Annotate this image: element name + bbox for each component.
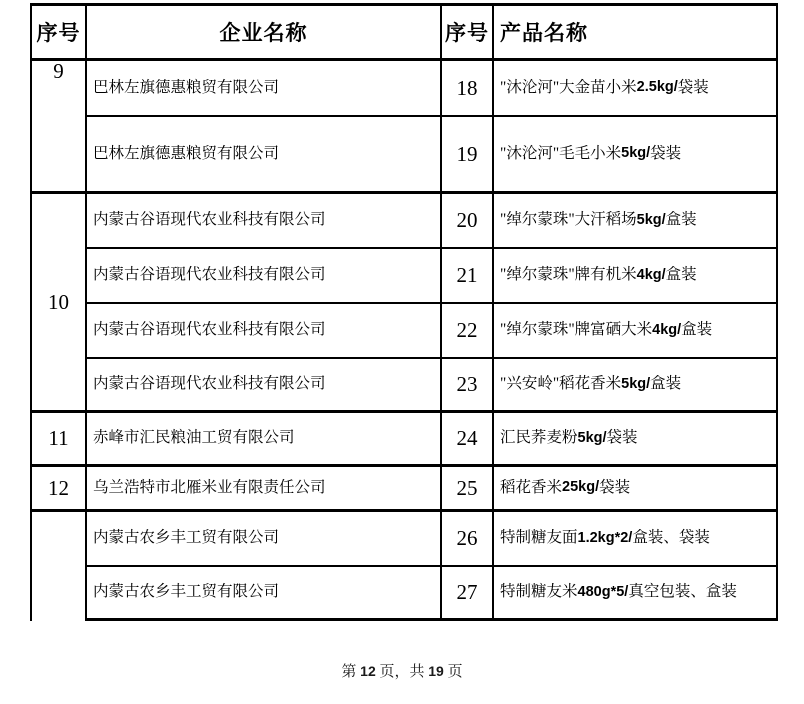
product-no-cell: 22 xyxy=(442,304,494,359)
group-number-cell: 9 xyxy=(32,61,87,194)
company-cell: 内蒙古谷语现代农业科技有限公司 xyxy=(87,359,442,413)
product-cell: 特制糖友米 480g*5/ 真空包装、盒装 xyxy=(494,567,778,621)
company-cell: 内蒙古农乡丰工贸有限公司 xyxy=(87,567,442,621)
product-cell: "绰尔蒙珠"牌富硒大米 4kg/ 盒装 xyxy=(494,304,778,359)
company-cell: 内蒙古谷语现代农业科技有限公司 xyxy=(87,304,442,359)
product-no-cell: 20 xyxy=(442,194,494,249)
product-spec-text: 2.5kg/ xyxy=(636,79,678,96)
header-cell-company: 企业名称 xyxy=(87,6,442,61)
group-number-cell: 10 xyxy=(32,194,87,413)
company-cell: 内蒙古农乡丰工贸有限公司 xyxy=(87,512,442,567)
product-no-cell: 21 xyxy=(442,249,494,304)
product-cell: "沐沦河"大金苗小米 2.5kg/ 袋装 xyxy=(494,61,778,117)
header-cell-group-no: 序号 xyxy=(32,6,87,61)
product-no-cell: 24 xyxy=(442,413,494,467)
group-number-cell xyxy=(32,512,87,621)
product-cell: "绰尔蒙珠"牌有机米 4kg/ 盒装 xyxy=(494,249,778,304)
product-cell: "绰尔蒙珠"大汗稻场 5kg/ 盒装 xyxy=(494,194,778,249)
footer-prefix: 第 xyxy=(341,664,361,680)
product-cell: "兴安岭"稻花香米 5kg/ 盒装 xyxy=(494,359,778,413)
footer-total-pages: 19 xyxy=(428,663,444,679)
company-cell: 乌兰浩特市北雁米业有限责任公司 xyxy=(87,467,442,512)
product-spec-text: 5kg/ xyxy=(636,211,666,228)
product-spec-text: 4kg/ xyxy=(652,321,682,338)
product-cell: 汇民荞麦粉 5kg/ 袋装 xyxy=(494,413,778,467)
product-no-cell: 25 xyxy=(442,467,494,512)
header-cell-no: 序号 xyxy=(442,6,494,61)
page-footer xyxy=(0,660,804,681)
product-cell: 特制糖友面 1.2kg*2/ 盒装、袋装 xyxy=(494,512,778,567)
product-cell: 稻花香米 25kg/ 袋装 xyxy=(494,467,778,512)
product-spec-text: 5kg/ xyxy=(621,145,651,162)
group-number-cell: 12 xyxy=(32,467,87,512)
product-spec-text: 4kg/ xyxy=(636,266,666,283)
product-spec-text: 1.2kg*2/ xyxy=(577,529,633,546)
footer-suffix: 页 xyxy=(443,664,463,680)
company-cell: 赤峰市汇民粮油工贸有限公司 xyxy=(87,413,442,467)
footer-middle: 页，共 xyxy=(375,664,429,680)
product-spec-text: 5kg/ xyxy=(577,429,607,446)
product-cell: "沐沦河"毛毛小米 5kg/ 袋装 xyxy=(494,117,778,194)
product-table xyxy=(30,3,778,621)
product-no-cell: 27 xyxy=(442,567,494,621)
product-no-cell: 23 xyxy=(442,359,494,413)
company-cell: 内蒙古谷语现代农业科技有限公司 xyxy=(87,194,442,249)
product-no-cell: 18 xyxy=(442,61,494,117)
header-cell-product: 产品名称 xyxy=(494,6,778,61)
group-number-cell: 11 xyxy=(32,413,87,467)
product-no-cell: 19 xyxy=(442,117,494,194)
product-spec-text: 25kg/ xyxy=(562,479,600,496)
company-cell: 巴林左旗德惠粮贸有限公司 xyxy=(87,61,442,117)
product-spec-text: 480g*5/ xyxy=(577,583,629,600)
product-spec-text: 5kg/ xyxy=(621,375,651,392)
footer-page-number: 12 xyxy=(360,663,376,679)
product-no-cell: 26 xyxy=(442,512,494,567)
company-cell: 巴林左旗德惠粮贸有限公司 xyxy=(87,117,442,194)
company-cell: 内蒙古谷语现代农业科技有限公司 xyxy=(87,249,442,304)
